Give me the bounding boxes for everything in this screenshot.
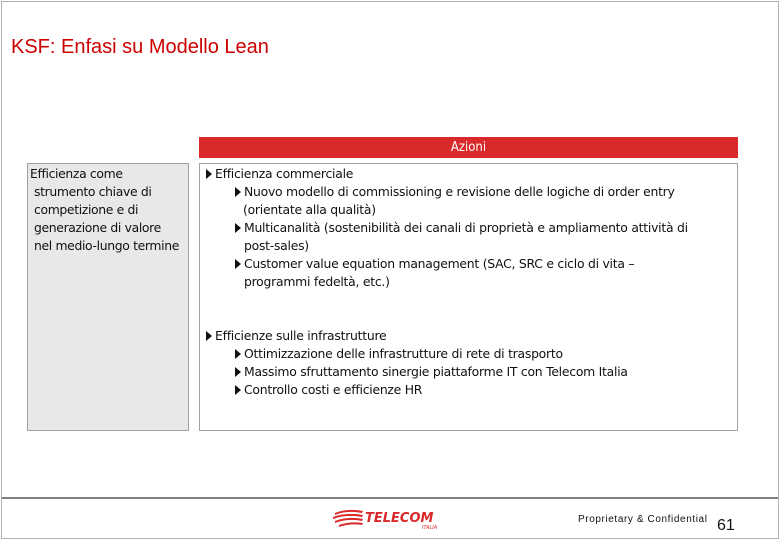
section-heading-label: Efficienza commerciale (215, 166, 354, 181)
bullet-arrow-icon (206, 169, 212, 179)
bullet-arrow-icon (235, 349, 241, 359)
section-heading-infrastructure (206, 327, 386, 345)
bullet-arrow-icon (235, 259, 241, 269)
bullet-arrow-icon (235, 367, 241, 377)
action-item-label: Massimo sfruttamento sinergie piattaforme IT con Telecom Italia (244, 364, 628, 379)
section-heading-label: Efficienze sulle infrastrutture (215, 328, 387, 343)
action-item-label: Ottimizzazione delle infrastrutture di rete di trasporto (244, 346, 563, 361)
logo-subtext: ITALIA (422, 525, 438, 531)
logo-text: TELECOM (365, 511, 434, 526)
actions-box (199, 163, 738, 431)
action-item-label: Controllo costi e efficienze HR (244, 382, 423, 397)
action-item-label: Customer value equation management (SAC, SRC e ciclo di vita – (244, 256, 635, 271)
bullet-arrow-icon (235, 223, 241, 233)
page-number: 61 (717, 517, 735, 534)
telecom-italia-logo (333, 507, 451, 531)
ksf-line: strumento chiave di (34, 184, 152, 199)
slide-title: KSF: Enfasi su Modello Lean (11, 36, 269, 58)
action-item-continuation: programmi fedeltà, etc.) (244, 274, 390, 289)
ksf-line: Efficienza come (30, 166, 123, 181)
section-heading-commercial (206, 165, 353, 183)
ksf-description-box (27, 163, 189, 431)
ksf-line: generazione di valore (34, 220, 161, 235)
ksf-line: nel medio-lungo termine (34, 238, 179, 253)
action-item (235, 255, 634, 273)
bullet-arrow-icon (235, 187, 241, 197)
action-item-label: Multicanalità (sostenibilità dei canali di proprietà e ampliamento attività di (244, 220, 688, 235)
action-item (235, 219, 688, 237)
action-item (235, 381, 422, 399)
ksf-line: competizione e di (34, 202, 139, 217)
action-item-continuation: post-sales) (244, 238, 309, 253)
confidential-note: Proprietary & Confidential (578, 514, 708, 525)
action-item (235, 183, 675, 201)
action-item (235, 363, 628, 381)
action-item-label: Nuovo modello di commissioning e revisione delle logiche di order entry (244, 184, 675, 199)
action-item-continuation: (orientate alla qualità) (243, 202, 376, 217)
action-item (235, 345, 563, 363)
bullet-arrow-icon (235, 385, 241, 395)
footer-divider (2, 497, 778, 499)
actions-header: Azioni (199, 137, 738, 158)
bullet-arrow-icon (206, 331, 212, 341)
